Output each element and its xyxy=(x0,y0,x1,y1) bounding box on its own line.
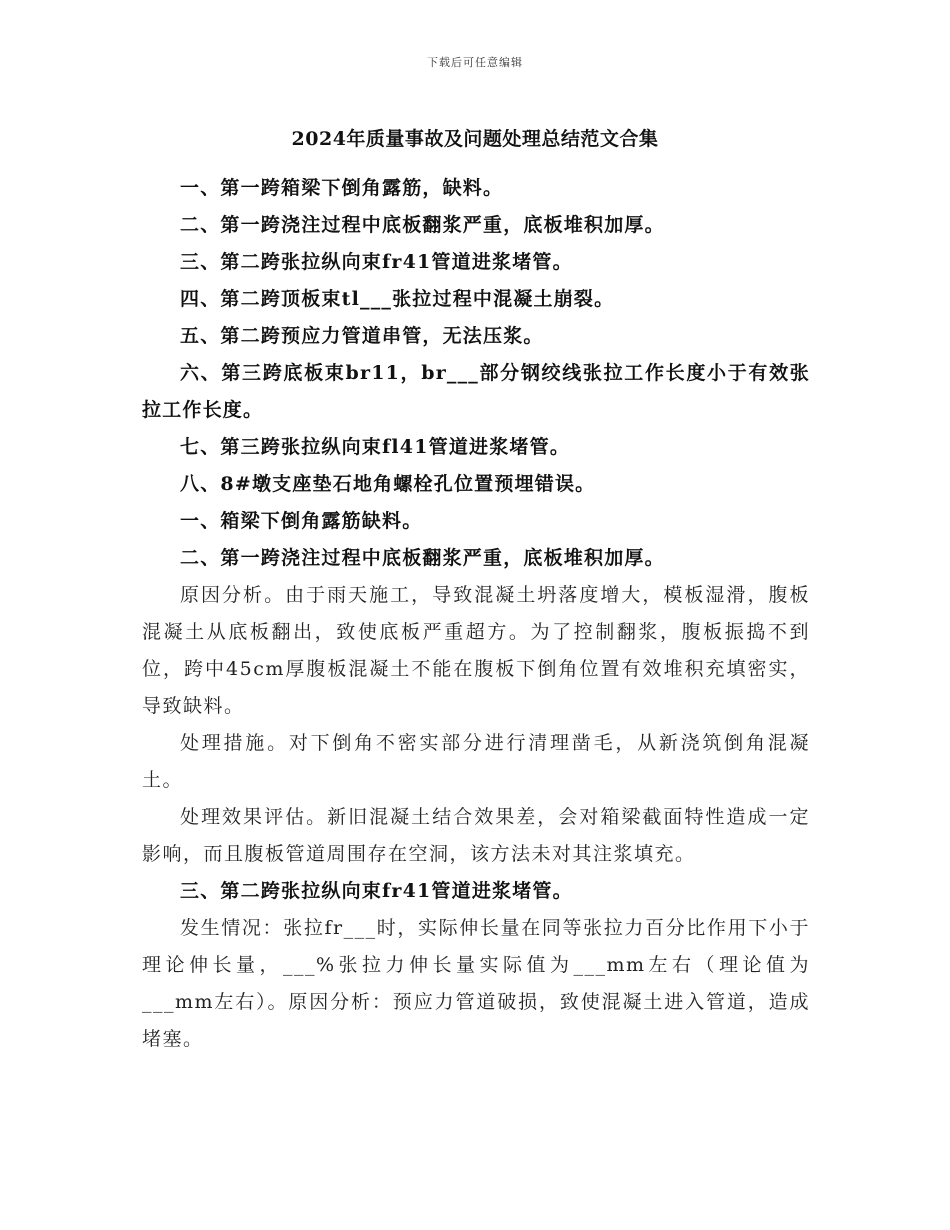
heading-paragraph: 三、第二跨张拉纵向束fr41管道进浆堵管。 xyxy=(180,251,573,273)
heading-paragraph: 四、第二跨顶板束tl___张拉过程中混凝土崩裂。 xyxy=(180,288,615,310)
heading-paragraph: 八、8#墩支座垫石地角螺栓孔位置预埋错误。 xyxy=(180,473,596,495)
heading-paragraph: 三、第二跨张拉纵向束fr41管道进浆堵管。 xyxy=(180,880,573,902)
heading-paragraph: 五、第二跨预应力管道串管，无法压浆。 xyxy=(180,325,544,347)
document-title: 2024年质量事故及问题处理总结范文合集 xyxy=(291,128,659,150)
body-paragraph: 处理措施。对下倒角不密实部分进行清理凿毛，从新浇筑倒角混凝土。 xyxy=(142,732,810,791)
body-paragraph: 发生情况：张拉fr___时，实际伸长量在同等张拉力百分比作用下小于理论伸长量，___%张拉力伸长量实际值为___mm左右（理论值为___mm左右）。原因分析：预应力管道破损，致使混凝土进入管道，造成堵塞。 xyxy=(142,917,810,1050)
document-body xyxy=(142,170,810,1058)
body-paragraph: 原因分析。由于雨天施工，导致混凝土坍落度增大，模板湿滑，腹板混凝土从底板翻出，致使底板严重超方。为了控制翻浆，腹板振捣不到位，跨中45cm厚腹板混凝土不能在腹板下倒角位置有效堆积充填密实，导致缺料。 xyxy=(142,584,810,717)
heading-paragraph: 七、第三跨张拉纵向束fl41管道进浆堵管。 xyxy=(180,436,571,458)
heading-paragraph: 二、第一跨浇注过程中底板翻浆严重，底板堆积加厚。 xyxy=(180,547,665,569)
body-paragraph: 处理效果评估。新旧混凝土结合效果差，会对箱梁截面特性造成一定影响，而且腹板管道周围存在空洞，该方法未对其注浆填充。 xyxy=(142,806,810,865)
header-note: 下载后可任意编辑 xyxy=(427,56,523,69)
heading-paragraph: 一、第一跨箱梁下倒角露筋，缺料。 xyxy=(180,177,504,199)
heading-paragraph: 一、箱梁下倒角露筋缺料。 xyxy=(180,510,423,532)
heading-paragraph: 二、第一跨浇注过程中底板翻浆严重，底板堆积加厚。 xyxy=(180,214,665,236)
heading-paragraph: 六、第三跨底板束br11，br___部分钢绞线张拉工作长度小于有效张拉工作长度。 xyxy=(142,362,810,421)
